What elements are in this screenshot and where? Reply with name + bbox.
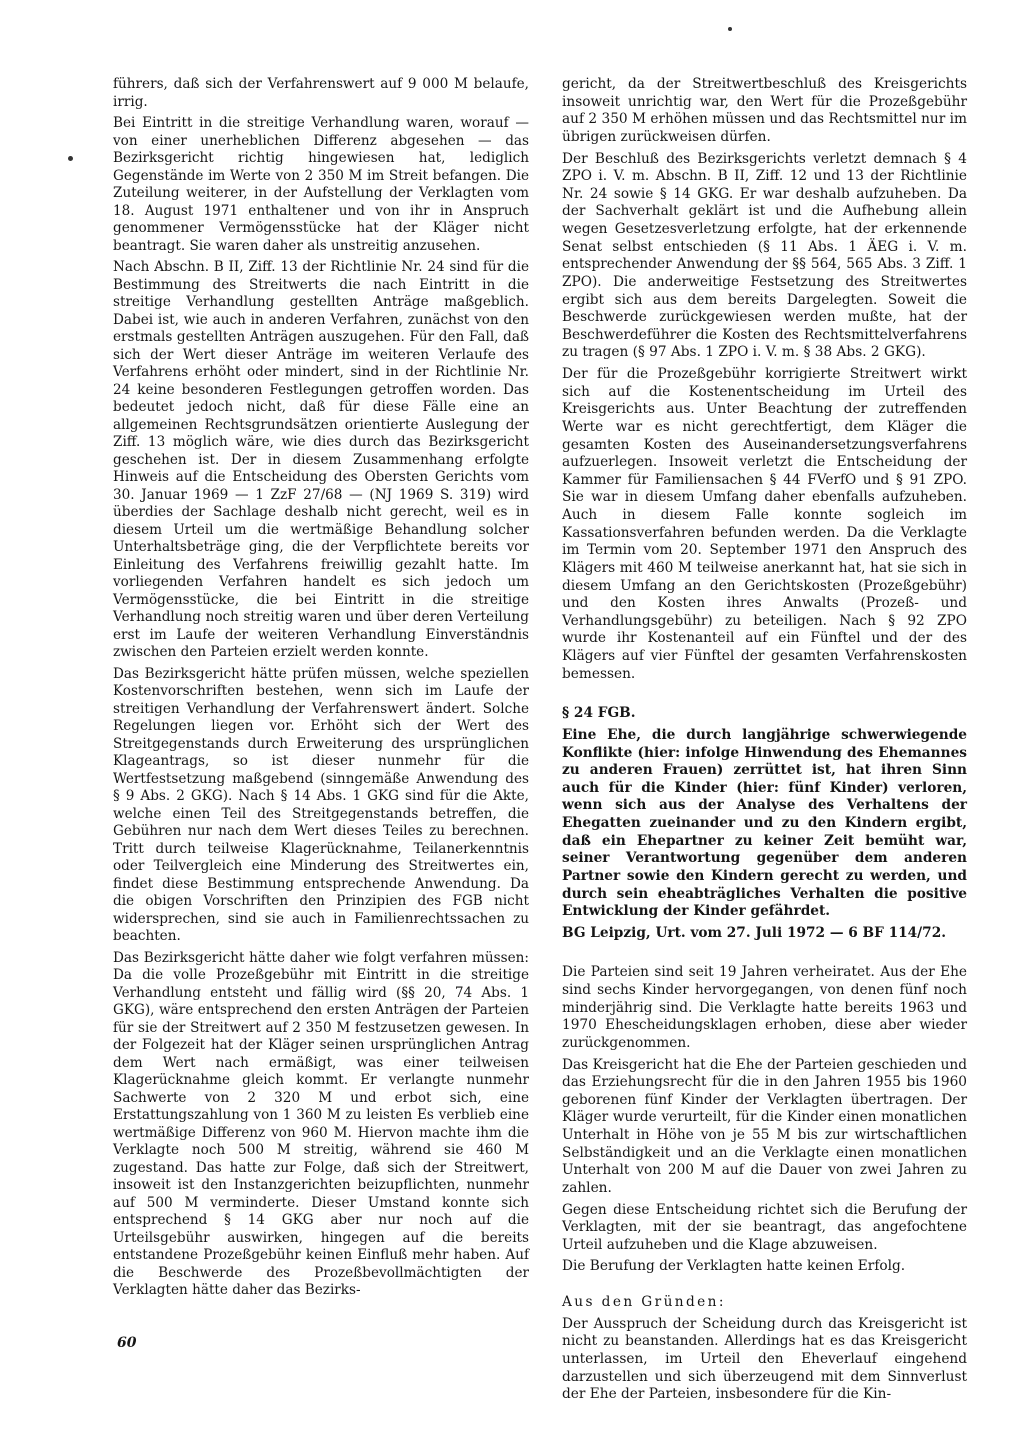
- paragraph: Die Berufung der Verklagten hatte keinen Erfolg.: [562, 1258, 906, 1275]
- section-heading: § 24 FGB.: [562, 705, 636, 722]
- headnote: Eine Ehe, die durch langjährige schwerwiegende Konflikte (hier: infolge Hinwendung des Ehemannes zu anderen Frauen) zerrüttet ist, hat ihren Sinn auch für die Kinder (hier: fünf Kinder) verloren, wenn sich aus der Analyse des Verhaltens der Ehegatten zueinander und zu den Kindern ergibt, daß ein Ehepartner zu keiner Zeit bemüht war, seiner Verantwortung gegenüber dem anderen Partner sowie den Kindern gerecht zu werden, und durch sein eheabträgliches Verhalten die positive Entwicklung der Kinder gefährdet.: [562, 726, 967, 920]
- paragraph: Das Bezirksgericht hätte prüfen müssen, welche speziellen Kostenvorschriften bestehen, wenn sich im Laufe der streitigen Verhandlung der Verfahrenswert ändert. Solche Regelungen liegen vor. Erhöht sich der Wert des Streitgegenstands durch Erweiterung des ursprünglichen Klageantrags, so ist dieser nunmehr für die Wertfestsetzung maßgebend (sinngemäße Anwendung des § 9 Abs. 2 GKG). Nach § 14 Abs. 1 GKG sind für die Akte, welche einen Teil des Streitgegenstands betreffen, die Gebühren nur nach dem Wert dieses Teiles zu berechnen. Tritt durch teilweise Klagerücknahme, Teilanerkenntnis oder Teilvergleich eine Minderung des Streitwertes ein, findet diese Bestimmung entsprechende Anwendung. Da die obigen Vorschriften den Prinzipien des FGB nicht widersprechen, sind sie auch in Familienrechtssachen zu beachten.: [113, 665, 529, 944]
- scan-speck: [68, 156, 73, 161]
- paragraph: Bei Eintritt in die streitige Verhandlung waren, worauf — von einer unerheblichen Differenz abgesehen — das Bezirksgericht richtig hingewiesen hat, lediglich Gegenstände im Werte von 2 350 M im Streit befangen. Die Zuteilung weiterer, in der Aufstellung der Verklagten vom 18. August 1971 enthaltener und von ihr in Anspruch genommener Vermögensstücke hat der Kläger nicht beantragt. Sie waren daher als unstreitig anzusehen.: [113, 115, 529, 254]
- reasons-heading: Aus den Gründen:: [562, 1294, 726, 1310]
- case-citation: BG Leipzig, Urt. vom 27. Juli 1972 — 6 BF 114/72.: [562, 924, 946, 941]
- paragraph: Gegen diese Entscheidung richtet sich die Berufung der Verklagten, mit der sie beantragt, das angefochtene Urteil aufzuheben und die Klage abzuweisen.: [562, 1201, 967, 1253]
- paragraph: Nach Abschn. B II, Ziff. 13 der Richtlinie Nr. 24 sind für die Bestimmung des Streitwerts die nach Eintritt in die streitige Verhandlung gestellten Anträge maßgeblich. Dabei ist, wie auch in anderen Verfahren, zunächst von den erstmals gestellten Anträgen auszugehen. Für den Fall, daß sich der Wert dieser Anträge im weiteren Verlaufe des Verfahrens erhöht oder mindert, sind in der Richtlinie Nr. 24 keine besonderen Festlegungen getroffen worden. Das bedeutet jedoch nicht, daß für diese Fälle eine an allgemeinen Rechtsgrundsätzen orientierte Auslegung der Ziff. 13 möglich wäre, wie dies durch das Bezirksgericht geschehen ist. Der in diesem Zusammenhang erfolgte Hinweis auf die Entscheidung des Obersten Gerichts vom 30. Januar 1969 — 1 ZzF 27/68 — (NJ 1969 S. 319) wird überdies der Sachlage deshalb nicht gerecht, weil es in diesem Urteil um die wertmäßige Behandlung solcher Unterhaltsbeträge ging, die der Verpflichtete bereits vor Einleitung des Verfahrens freiwillig gezahlt hatte. Im vorliegenden Verfahren handelt es sich jedoch um Vermögensstücke, die bei Eintritt in die streitige Verhandlung noch streitig waren und über deren Verteilung erst im Laufe der weiteren Verhandlung Einverständnis zwischen den Parteien erzielt werden konnte.: [113, 259, 529, 660]
- paragraph: Der Beschluß des Bezirksgerichts verletzt demnach § 4 ZPO i. V. m. Abschn. B II, Ziff. 12 und 13 der Richtlinie Nr. 24 sowie § 14 GKG. Er war deshalb aufzuheben. Da der Sachverhalt geklärt ist und die Aufhebung allein wegen Gesetzesverletzung erfolgte, hat der erkennende Senat selbst entschieden (§ 11 Abs. 1 ÄEG i. V. m. entsprechender Anwendung der §§ 564, 565 Abs. 3 Ziff. 1 ZPO). Die anderweitige Festsetzung des Streitwertes ergibt sich aus dem bereits Dargelegten. Soweit die Beschwerde zurückgewiesen werden mußte, hat der Beschwerdeführer die Kosten des Rechtsmittelverfahrens zu tragen (§ 97 Abs. 1 ZPO i. V. m. § 38 Abs. 2 GKG).: [562, 150, 967, 361]
- right-column: [562, 76, 967, 1408]
- paragraph: Das Kreisgericht hat die Ehe der Parteien geschieden und das Erziehungsrecht für die in den Jahren 1955 bis 1960 geborenen fünf Kinder der Verklagten übertragen. Der Kläger wurde verurteilt, für die Kinder einen monatlichen Unterhalt in Höhe von je 55 M bis zur wirtschaftlichen Selbständigkeit und an die Verklagte einen monatlichen Unterhalt von 200 M auf die Dauer von zwei Jahren zu zahlen.: [562, 1056, 967, 1196]
- left-column: [113, 76, 529, 1304]
- paragraph: Der Ausspruch der Scheidung durch das Kreisgericht ist nicht zu beanstanden. Allerdings hat es das Kreisgericht unterlassen, im Urteil den Eheverlauf eingehend darzustellen und sich überzeugend mit dem Sinnverlust der Ehe der Parteien, insbesondere für die Kin-: [562, 1315, 967, 1403]
- paragraph: führers, daß sich der Verfahrenswert auf 9 000 M belaufe, irrig.: [113, 76, 529, 110]
- paragraph: Das Bezirksgericht hätte daher wie folgt verfahren müssen: Da die volle Prozeßgebühr mit Eintritt in die streitige Verhandlung entsteht und fällig wird (§§ 20, 74 Abs. 1 GKG), wäre entsprechend den ersten Anträgen der Parteien für sie der Streitwert auf 2 350 M festzusetzen gewesen. In der Folgezeit hat der Kläger seinen ursprünglichen Antrag dem Wert nach ermäßigt, was einer teilweisen Klagerücknahme gleich kommt. Er verlangte nunmehr Sachwerte von 2 320 M und erbot sich, eine Erstattungszahlung von 1 360 M zu leisten Es verblieb eine wertmäßige Differenz von 960 M. Hiervon machte ihm die Verklagte noch 500 M streitig, während sie 460 M zugestand. Das hatte zur Folge, daß sich der Streitwert, insoweit ist den Instanzgerichten beizupflichten, nunmehr auf 500 M verminderte. Dieser Umstand konnte sich entsprechend § 14 GKG aber nur noch auf die Urteilsgebühr auswirken, hingegen auf die bereits entstandene Prozeßgebühr keinen Einfluß mehr haben. Auf die Beschwerde des Prozeßbevollmächtigten der Verklagten hätte daher das Bezirks-: [113, 949, 529, 1298]
- scan-speck: [728, 27, 732, 31]
- paragraph: Der für die Prozeßgebühr korrigierte Streitwert wirkt sich auf die Kostenentscheidung im Urteil des Kreisgerichts aus. Unter Beachtung der zutreffenden Werte war es nicht gerechtfertigt, dem Kläger die gesamten Kosten des Auseinandersetzungsverfahrens aufzuerlegen. Insoweit verletzt die Entscheidung der Kammer für Familiensachen § 44 FVerfO und § 91 ZPO. Sie war in diesem Umfang daher ebenfalls aufzuheben. Auch in diesem Falle konnte sogleich im Kassationsverfahren befunden werden. Da die Verklagte im Termin vom 20. September 1971 den Anspruch des Klägers mit 460 M teilweise anerkannt hat, hat sie sich in diesem Umfang an den Gerichtskosten (Prozeßgebühr) und den Kosten ihres Anwalts (Prozeß- und Verhandlungsgebühr) zu beteiligen. Nach § 92 ZPO wurde ihr Kostenanteil auf ein Fünftel und der des Klägers auf vier Fünftel der gesamten Verfahrenskosten bemessen.: [562, 366, 967, 682]
- page-number: 60: [117, 1335, 137, 1351]
- paragraph: Die Parteien sind seit 19 Jahren verheiratet. Aus der Ehe sind sechs Kinder hervorgegangen, von denen fünf noch minderjährig sind. Die Verklagte hatte bereits 1963 und 1970 Ehescheidungsklagen erhoben, diese aber wieder zurückgenommen.: [562, 964, 967, 1051]
- paragraph: gericht, da der Streitwertbeschluß des Kreisgerichts insoweit unrichtig war, den Wert für die Prozeßgebühr auf 2 350 M erhöhen müssen und das Rechtsmittel nur im übrigen zurückweisen dürfen.: [562, 76, 967, 145]
